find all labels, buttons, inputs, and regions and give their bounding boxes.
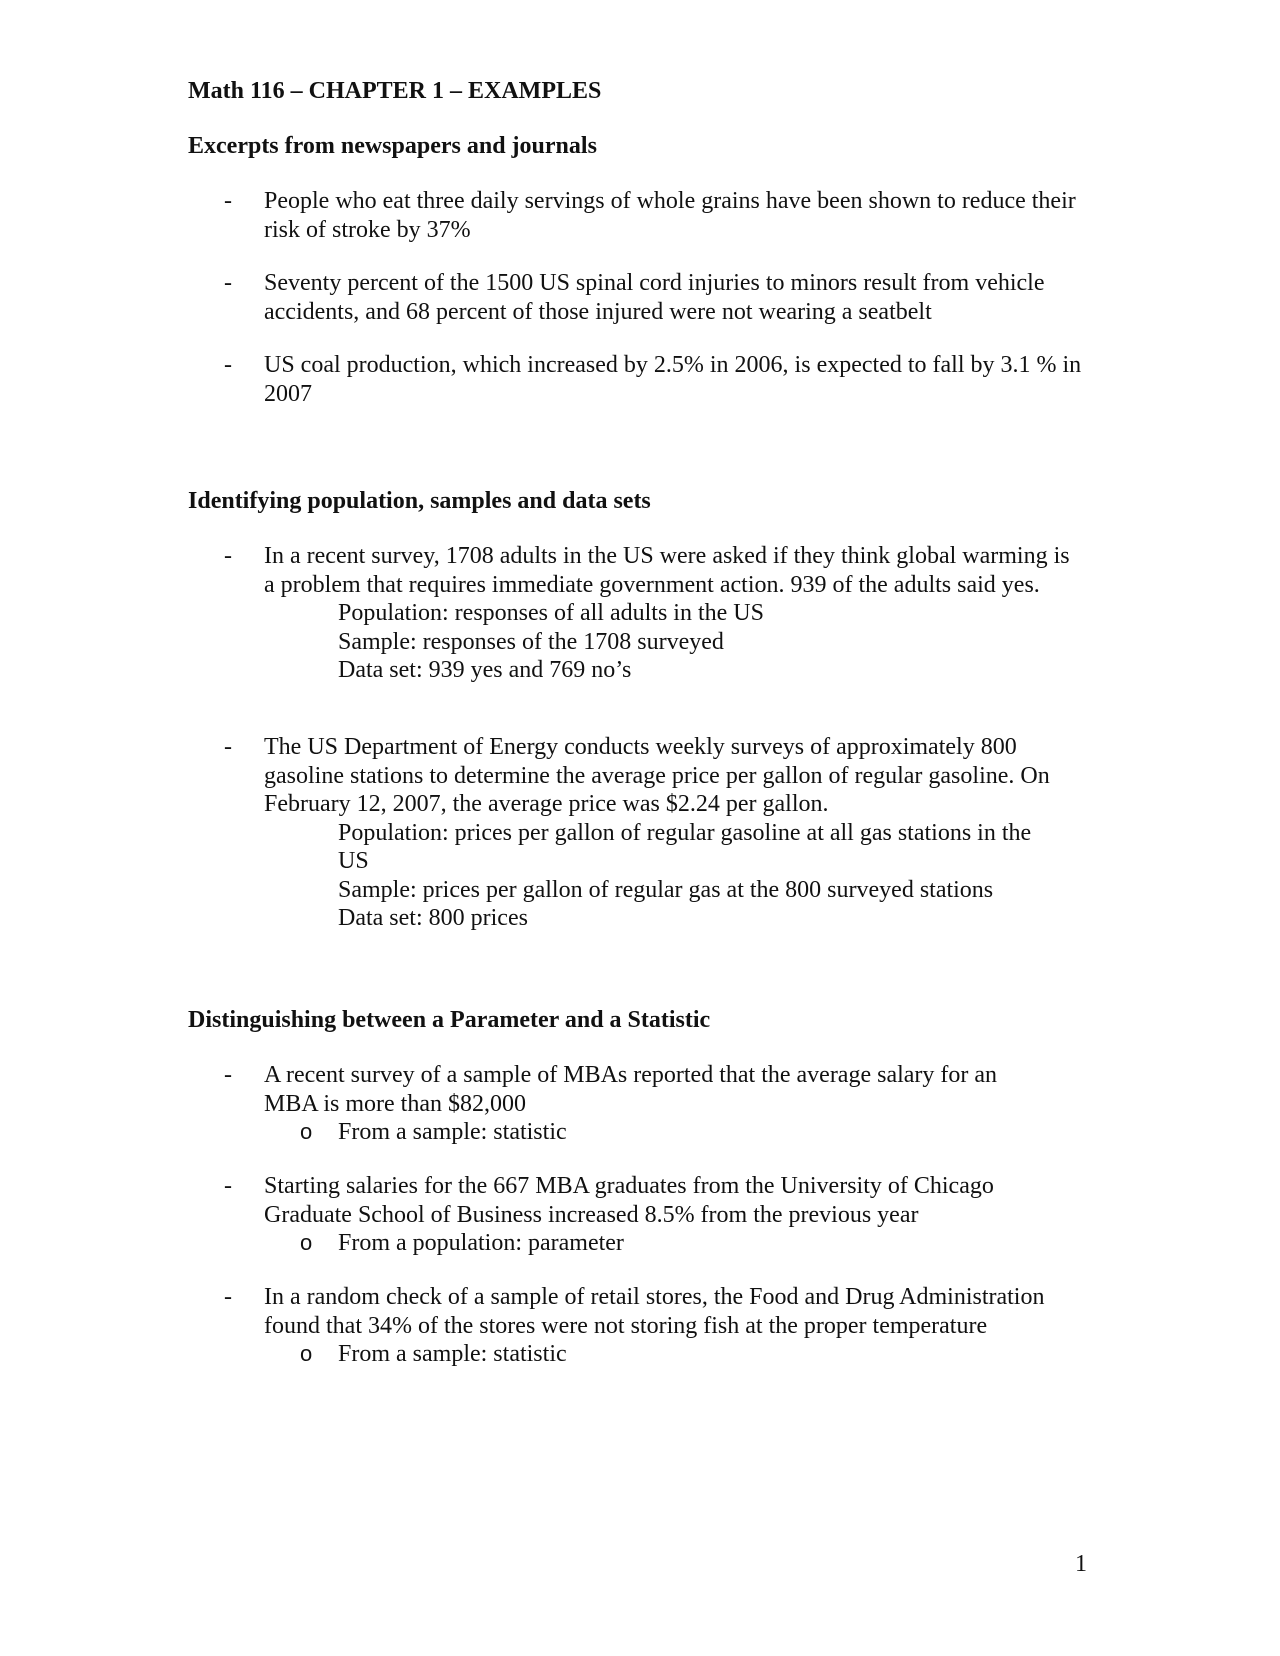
item-text: People who eat three daily servings of whole grains have been shown to reduce their risk of stroke by 37% xyxy=(264,188,1076,243)
circle-bullet-icon: o xyxy=(300,1119,313,1144)
circle-bullet-icon: o xyxy=(300,1341,313,1366)
item-text: The US Department of Energy conducts weekly surveys of approximately 800 gasoline stations to determine the average price per gallon of regular gasoline. On February 12, 2007, the average price was $2.24 per gallon. xyxy=(264,734,1050,817)
page-title: Math 116 – CHAPTER 1 – EXAMPLES xyxy=(188,78,602,104)
dash-bullet: - xyxy=(224,543,232,569)
dash-bullet: - xyxy=(224,352,232,378)
answer-text: From a sample: statistic xyxy=(338,1341,567,1367)
section-heading-parameter-statistic: Distinguishing between a Parameter and a Statistic xyxy=(188,1007,711,1033)
sub-item xyxy=(300,1229,1078,1258)
circle-bullet-icon: o xyxy=(300,1230,313,1255)
section-heading-population: Identifying population, samples and data sets xyxy=(188,488,651,514)
list-item xyxy=(188,1061,1088,1147)
dash-bullet: - xyxy=(224,188,232,214)
list-item xyxy=(188,187,1088,244)
answer-text: From a sample: statistic xyxy=(338,1119,567,1145)
sub-item xyxy=(300,1118,1078,1147)
item-text: In a random check of a sample of retail stores, the Food and Drug Administration found that 34% of the stores were not storing fish at the proper temperature xyxy=(264,1284,1045,1339)
section-heading-excerpts: Excerpts from newspapers and journals xyxy=(188,133,597,159)
list-item xyxy=(188,269,1088,326)
dataset-line: Data set: 800 prices xyxy=(338,905,528,931)
list-item xyxy=(188,1172,1088,1258)
list-item xyxy=(188,733,1088,933)
sub-item xyxy=(300,1340,1078,1369)
item-text: US coal production, which increased by 2.5% in 2006, is expected to fall by 3.1 % in 2007 xyxy=(264,352,1082,407)
dash-bullet: - xyxy=(224,1173,232,1199)
item-text: In a recent survey, 1708 adults in the US were asked if they think global warming is a problem that requires immediate government action. 939 of the adults said yes. xyxy=(264,543,1070,598)
page-number: 1 xyxy=(1075,1551,1087,1577)
list-item xyxy=(188,542,1088,685)
population-line: Population: prices per gallon of regular gasoline at all gas stations in the US xyxy=(338,819,1032,874)
dash-bullet: - xyxy=(224,734,232,760)
dataset-line: Data set: 939 yes and 769 no’s xyxy=(338,657,632,683)
list-item xyxy=(188,351,1088,408)
sample-line: Sample: responses of the 1708 surveyed xyxy=(338,628,724,655)
item-text: Seventy percent of the 1500 US spinal cord injuries to minors result from vehicle accidents, and 68 percent of those injured were not wearing a seatbelt xyxy=(264,270,1045,325)
list-item xyxy=(188,1283,1088,1369)
sample-line: Sample: prices per gallon of regular gas at the 800 surveyed stations xyxy=(338,876,994,903)
dash-bullet: - xyxy=(224,1284,232,1310)
item-text: A recent survey of a sample of MBAs reported that the average salary for an MBA is more than $82,000 xyxy=(264,1062,998,1117)
dash-bullet: - xyxy=(224,1062,232,1088)
dash-bullet: - xyxy=(224,270,232,296)
item-text: Starting salaries for the 667 MBA graduates from the University of Chicago Graduate School of Business increased 8.5% from the previous year xyxy=(264,1173,994,1228)
answer-text: From a population: parameter xyxy=(338,1230,624,1256)
population-line: Population: responses of all adults in the US xyxy=(338,600,764,626)
